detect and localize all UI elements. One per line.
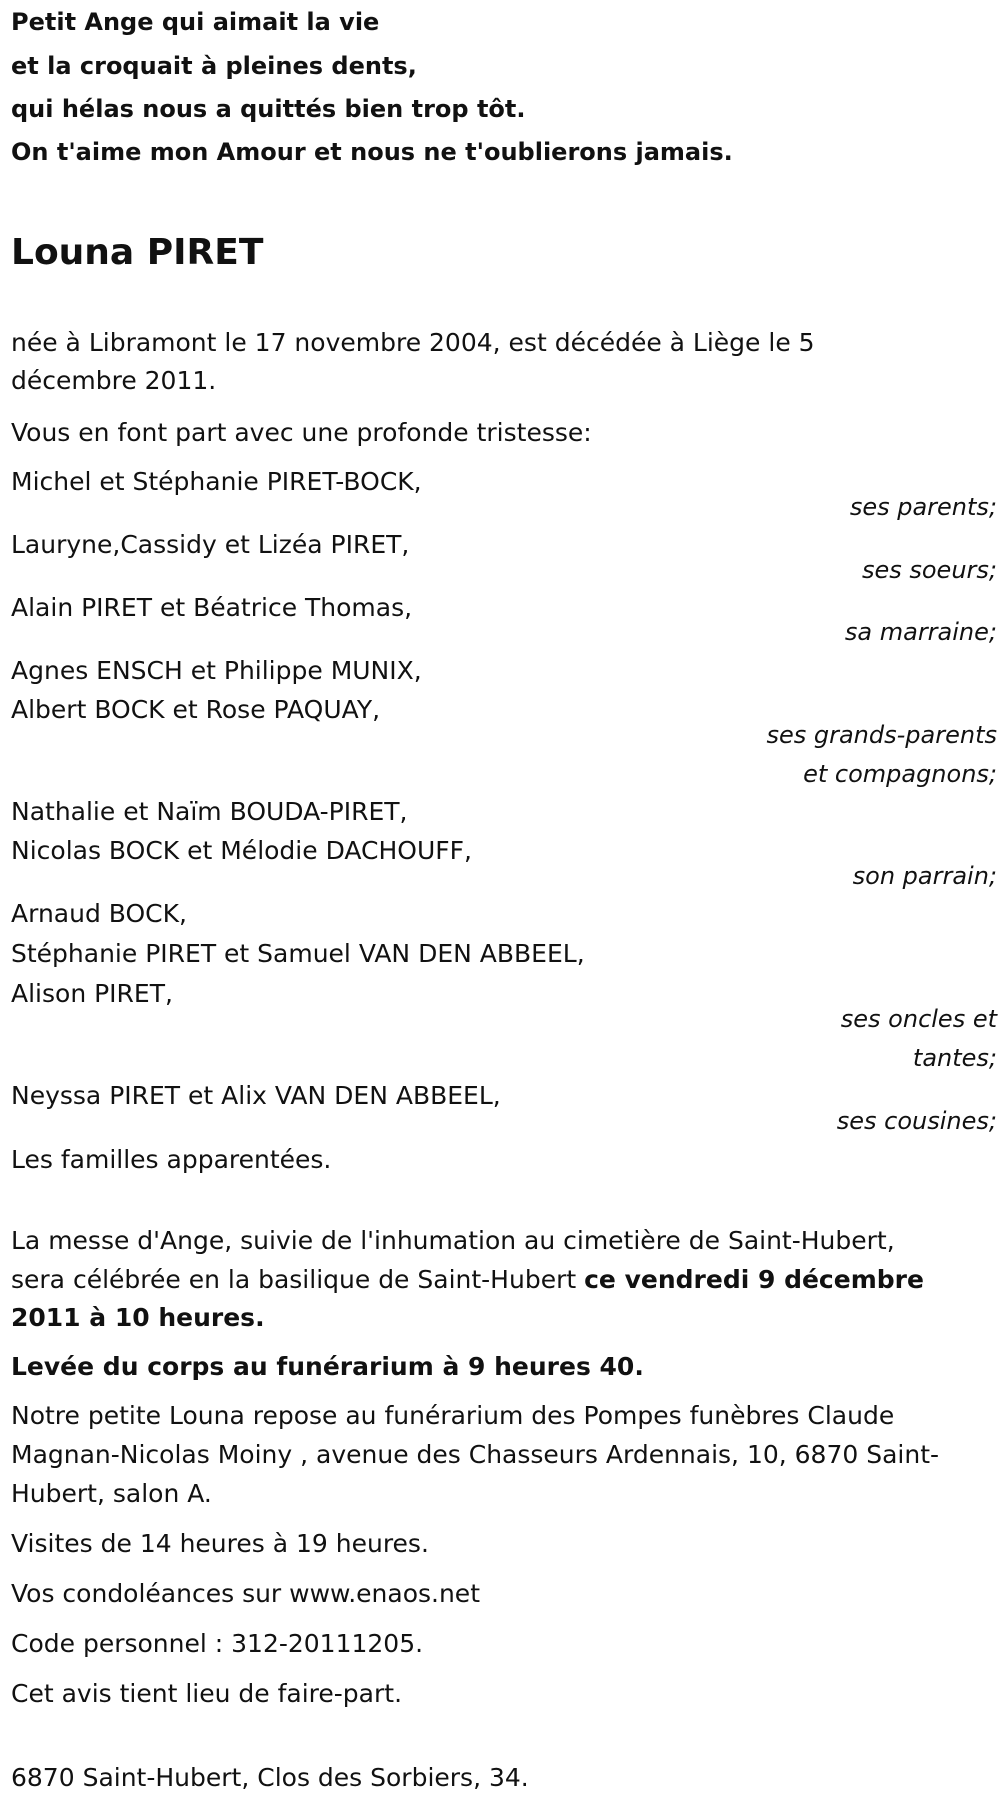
godmother-relation: sa marraine; — [844, 618, 997, 646]
godfather-relation: son parrain; — [852, 862, 997, 890]
cousins-names: Neyssa PIRET et Alix VAN DEN ABBEEL, — [11, 1081, 501, 1110]
uncles-aunts-relation-1: ses oncles et — [840, 1005, 997, 1033]
godmother-names: Alain PIRET et Béatrice Thomas, — [11, 593, 413, 622]
removal-time: Levée du corps au funérarium à 9 heures 40. — [11, 1352, 644, 1381]
intro-text: Vous en font part avec une profonde tristesse: — [11, 418, 592, 447]
uncles-aunts-relation-2: tantes; — [912, 1044, 997, 1072]
grandparents-names-2: Albert BOCK et Rose PAQUAY, — [11, 695, 381, 724]
uncles-aunts-names-1: Arnaud BOCK, — [11, 899, 187, 928]
repose-line-1: Notre petite Louna repose au funérarium des Pompes funèbres Claude — [11, 1401, 895, 1430]
sisters-names: Lauryne,Cassidy et Lizéa PIRET, — [11, 530, 410, 559]
mass-line-3: 2011 à 10 heures. — [11, 1303, 265, 1332]
mass-line-1: La messe d'Ange, suivie de l'inhumation au cimetière de Saint-Hubert, — [11, 1226, 895, 1255]
uncles-aunts-names-3: Alison PIRET, — [11, 979, 173, 1008]
uncles-aunts-names-2: Stéphanie PIRET et Samuel VAN DEN ABBEEL, — [11, 939, 585, 968]
mass-date: ce vendredi 9 décembre — [584, 1265, 924, 1294]
condolences-text: Vos condoléances sur www.enaos.net — [11, 1579, 480, 1608]
grandparents-relation-1: ses grands-parents — [766, 721, 997, 749]
grandparents-relation-2: et compagnons; — [803, 760, 997, 788]
related-families: Les familles apparentées. — [11, 1145, 332, 1174]
grandparents-names-1: Agnes ENSCH et Philippe MUNIX, — [11, 656, 422, 685]
family-address: 6870 Saint-Hubert, Clos des Sorbiers, 34. — [11, 1763, 529, 1792]
verse-line-1: Petit Ange qui aimait la vie — [11, 8, 380, 36]
repose-line-3: Hubert, salon A. — [11, 1479, 212, 1508]
verse-line-4: On t'aime mon Amour et nous ne t'oublierons jamais. — [11, 138, 733, 166]
personal-code: Code personnel : 312-20111205. — [11, 1629, 424, 1658]
visits-hours: Visites de 14 heures à 19 heures. — [11, 1529, 429, 1558]
godfather-names-2: Nicolas BOCK et Mélodie DACHOUFF, — [11, 836, 472, 865]
deceased-name: Louna PIRET — [11, 232, 264, 273]
verse-line-3: qui hélas nous a quittés bien trop tôt. — [11, 95, 526, 123]
parents-relation: ses parents; — [849, 493, 997, 521]
birth-death-line-1: née à Libramont le 17 novembre 2004, est décédée à Liège le 5 — [11, 328, 815, 357]
repose-line-2: Magnan-Nicolas Moiny , avenue des Chasseurs Ardennais, 10, 6870 Saint- — [11, 1440, 940, 1469]
parents-names: Michel et Stéphanie PIRET-BOCK, — [11, 467, 422, 496]
verse-line-2: et la croquait à pleines dents, — [11, 52, 417, 80]
notice-text: Cet avis tient lieu de faire-part. — [11, 1679, 403, 1708]
mass-line-2-regular: sera célébrée en la basilique de Saint-Hubert — [11, 1265, 585, 1294]
sisters-relation: ses soeurs; — [861, 556, 997, 584]
birth-death-line-2: décembre 2011. — [11, 366, 217, 395]
mass-line-2 — [11, 1265, 924, 1294]
cousins-relation: ses cousines; — [836, 1107, 997, 1135]
godfather-names-1: Nathalie et Naïm BOUDA-PIRET, — [11, 797, 408, 826]
